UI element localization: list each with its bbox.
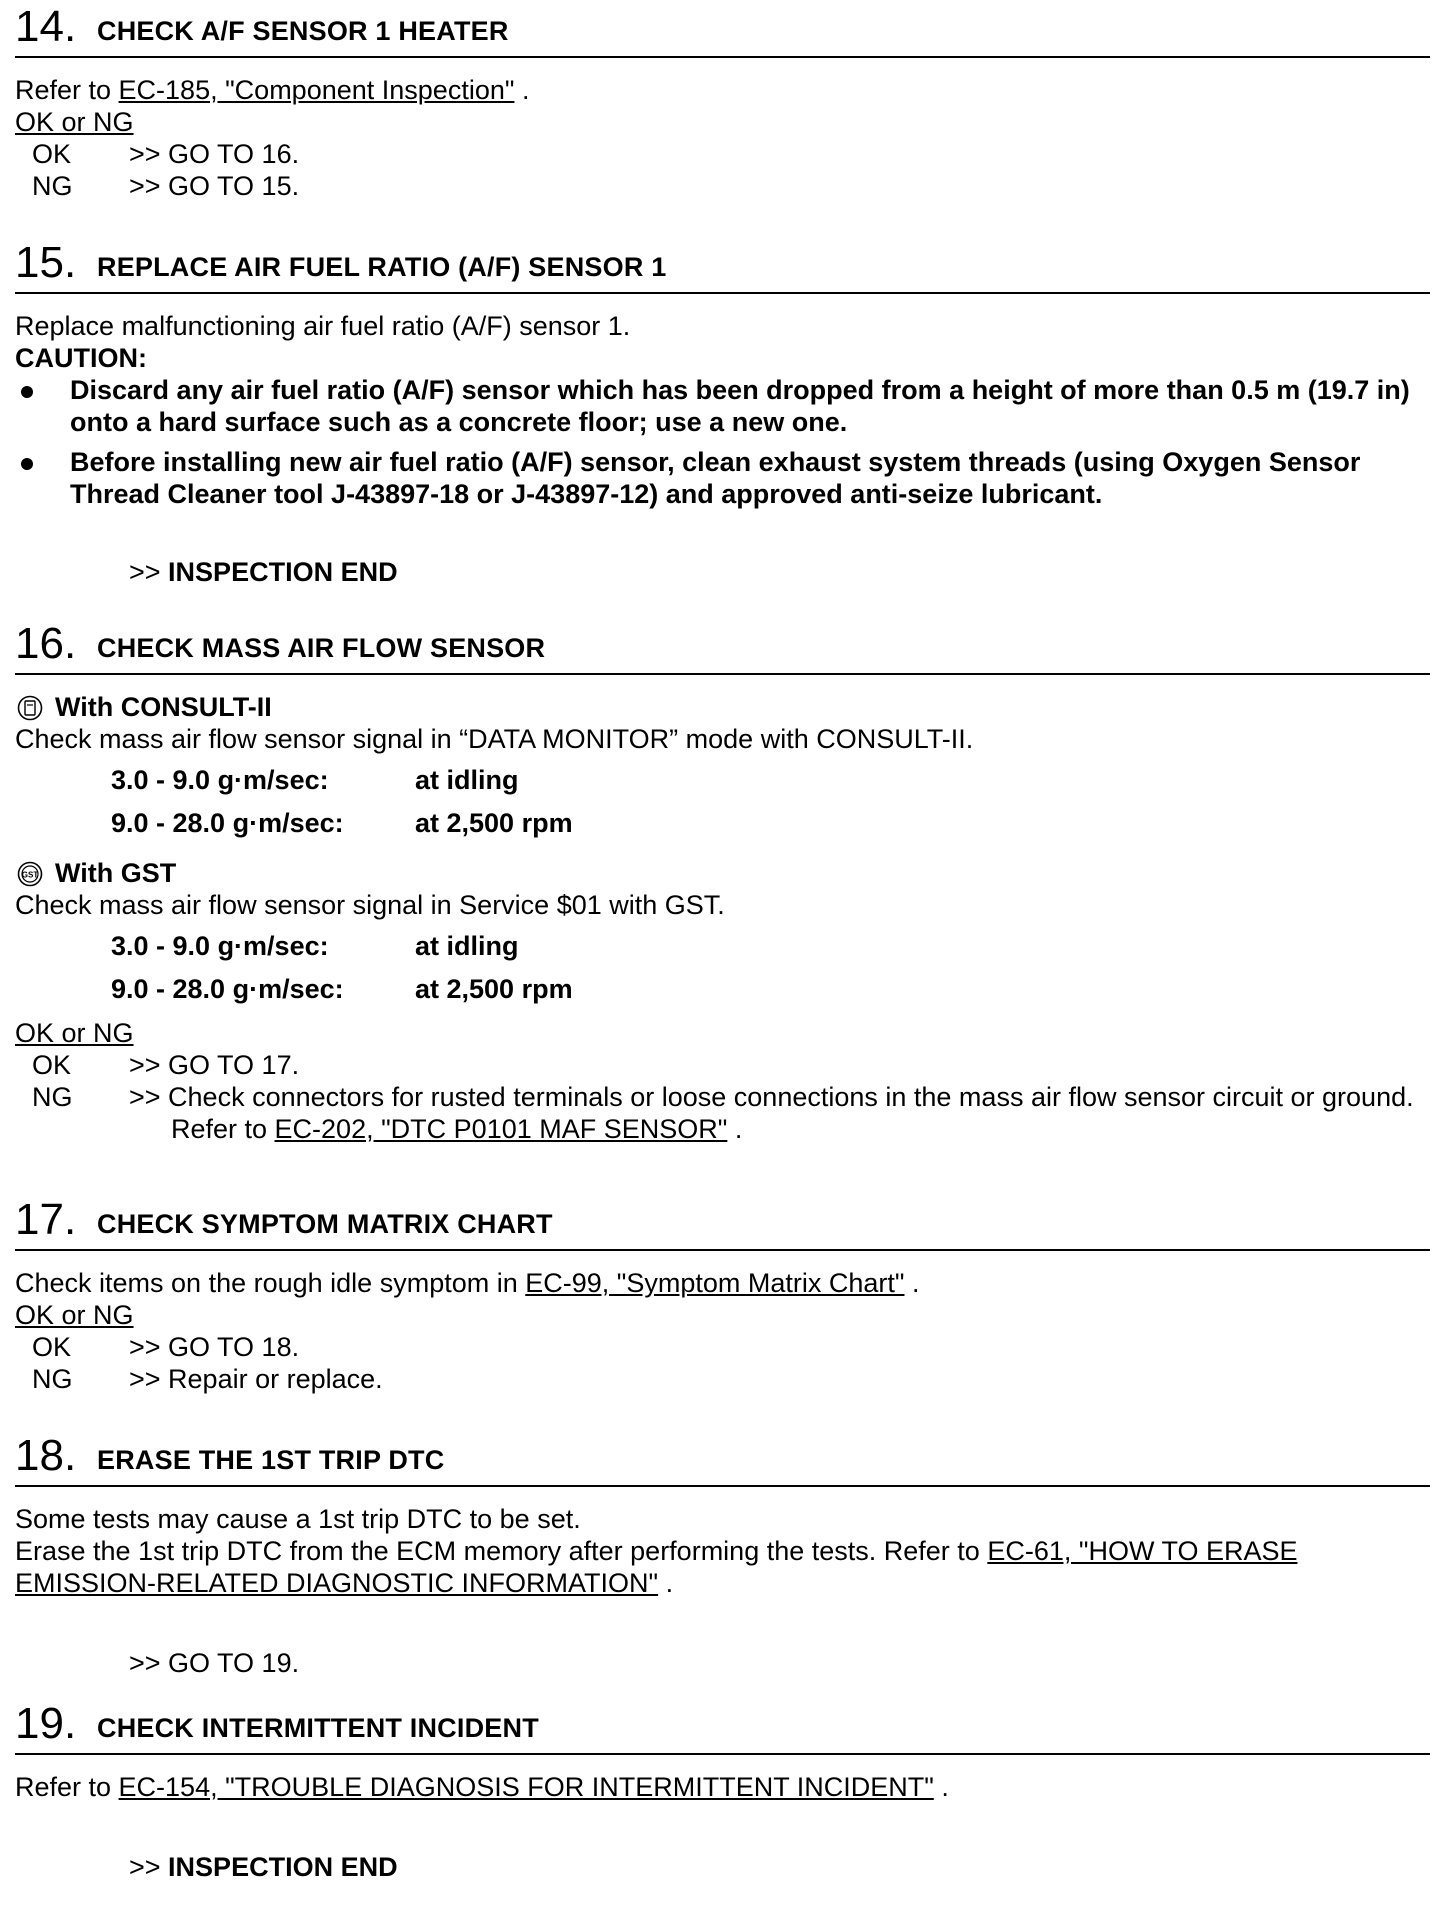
step-title: ERASE THE 1ST TRIP DTC xyxy=(97,1445,445,1475)
gst-heading: GST With GST xyxy=(15,857,1430,889)
result-ng: NG >> Check connectors for rusted terminals or loose connections in the mass air flow sensor circuit or ground. Refer to EC-202, "DTC P0101 MAF SENSOR" . xyxy=(32,1082,1414,1144)
step-number: 14. xyxy=(15,2,77,51)
xref-link[interactable]: EC-61, "HOW TO ERASE EMISSION-RELATED DIAGNOSTIC INFORMATION" xyxy=(15,1536,1298,1598)
step-number: 18. xyxy=(15,1431,77,1480)
gst-icon xyxy=(17,861,43,887)
step-16 xyxy=(15,617,1430,1145)
goto-line: >> GO TO 19. xyxy=(129,1648,300,1678)
spec-row: 9.0 - 28.0 g·m/sec: at 2,500 rpm xyxy=(111,808,573,838)
caution-item: Before installing new air fuel ratio (A/F) sensor, clean exhaust system threads (using Oxygen Sensor Thread Cleaner tool J-43897-18 or J-43897-12) and approved anti-seize lubricant. xyxy=(15,446,1430,510)
step-text: Erase the 1st trip DTC from the ECM memory after performing the tests. Refer to EC-61, "HOW TO ERASE EMISSION-RELATED DIAGNOSTIC INFORMATION" . xyxy=(15,1536,1298,1598)
step-header xyxy=(15,1697,1430,1755)
ok-ng-label: OK or NG xyxy=(15,1018,134,1048)
step-14 xyxy=(15,0,1430,202)
step-number: 17. xyxy=(15,1195,77,1244)
step-header xyxy=(15,617,1430,675)
step-number: 16. xyxy=(15,619,77,668)
step-text: Some tests may cause a 1st trip DTC to be set. xyxy=(15,1504,581,1534)
bullet-icon xyxy=(21,458,33,470)
xref-link[interactable]: EC-154, "TROUBLE DIAGNOSIS FOR INTERMITTENT INCIDENT" xyxy=(118,1772,934,1802)
spec-row: 9.0 - 28.0 g·m/sec: at 2,500 rpm xyxy=(111,974,573,1004)
consult-heading: With CONSULT-II xyxy=(15,691,1430,723)
step-header xyxy=(15,1193,1430,1251)
step-title: CHECK INTERMITTENT INCIDENT xyxy=(97,1713,539,1743)
ok-ng-label: OK or NG xyxy=(15,1300,134,1330)
consult-text: Check mass air flow sensor signal in “DATA MONITOR” mode with CONSULT-II. xyxy=(15,724,974,754)
step-header xyxy=(15,236,1430,294)
step-header xyxy=(15,0,1430,58)
inspection-end: >> INSPECTION END xyxy=(129,557,398,587)
consult-icon xyxy=(17,695,43,721)
xref-link[interactable]: EC-202, "DTC P0101 MAF SENSOR" xyxy=(274,1114,728,1144)
step-17 xyxy=(15,1193,1430,1395)
step-19 xyxy=(15,1697,1430,1883)
result-ng: NG >> GO TO 15. xyxy=(32,171,300,201)
spec-row: 3.0 - 9.0 g·m/sec: at idling xyxy=(111,931,519,961)
result-ok: OK >> GO TO 16. xyxy=(32,139,300,169)
caution-item: Discard any air fuel ratio (A/F) sensor which has been dropped from a height of more than 0.5 m (19.7 in) onto a hard surface such as a concrete floor; use a new one. xyxy=(15,374,1430,438)
step-text: Replace malfunctioning air fuel ratio (A/F) sensor 1. xyxy=(15,311,631,341)
step-title: CHECK MASS AIR FLOW SENSOR xyxy=(97,633,546,663)
caution-label: CAUTION: xyxy=(15,343,147,373)
xref-link[interactable]: EC-185, "Component Inspection" xyxy=(118,75,515,105)
spec-row: 3.0 - 9.0 g·m/sec: at idling xyxy=(111,765,519,795)
step-title: CHECK A/F SENSOR 1 HEATER xyxy=(97,16,509,46)
refer-text: Refer to EC-185, "Component Inspection" . xyxy=(15,75,530,105)
inspection-end: >> INSPECTION END xyxy=(129,1852,398,1882)
svg-text:GST: GST xyxy=(21,870,39,880)
refer-text: Refer to EC-154, "TROUBLE DIAGNOSIS FOR INTERMITTENT INCIDENT" . xyxy=(15,1772,949,1802)
xref-link[interactable]: EC-99, "Symptom Matrix Chart" xyxy=(525,1268,905,1298)
step-15 xyxy=(15,236,1430,588)
step-title: CHECK SYMPTOM MATRIX CHART xyxy=(97,1209,553,1239)
step-text: Check items on the rough idle symptom in EC-99, "Symptom Matrix Chart" . xyxy=(15,1268,920,1298)
step-title: REPLACE AIR FUEL RATIO (A/F) SENSOR 1 xyxy=(97,252,667,282)
result-ok: OK >> GO TO 17. xyxy=(32,1050,300,1080)
gst-text: Check mass air flow sensor signal in Service $01 with GST. xyxy=(15,890,725,920)
result-ok: OK >> GO TO 18. xyxy=(32,1332,300,1362)
ok-ng-label: OK or NG xyxy=(15,107,134,137)
step-header xyxy=(15,1429,1430,1487)
step-number: 19. xyxy=(15,1699,77,1748)
bullet-icon xyxy=(21,386,33,398)
result-ng: NG >> Repair or replace. xyxy=(32,1364,383,1394)
step-18 xyxy=(15,1429,1430,1679)
step-number: 15. xyxy=(15,238,77,287)
